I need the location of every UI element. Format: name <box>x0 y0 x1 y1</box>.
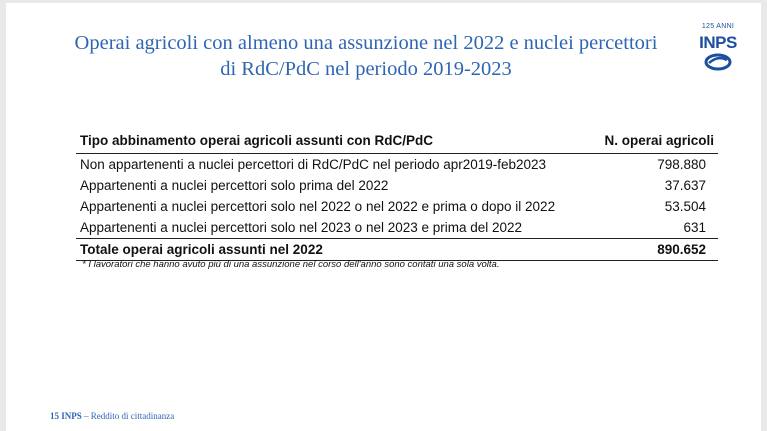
slide-footer <box>50 411 174 421</box>
data-table <box>76 131 718 261</box>
total-label: Totale operai agricoli assunti nel 2022 <box>76 239 592 261</box>
page-number: 15 INPS <box>50 411 82 421</box>
row-label: Appartenenti a nuclei percettori solo nel 2023 o nel 2023 e prima del 2022 <box>80 220 523 235</box>
table-row <box>76 154 718 176</box>
title-line-2: di RdC/PdC nel periodo 2019-2023 <box>220 58 512 80</box>
row-label: Appartenenti a nuclei percettori solo nel 2022 o nel 2022 e prima o dopo il 2022 <box>80 199 556 214</box>
row-value: 53.504 <box>664 199 706 214</box>
logo-anniversary-text: 125 ANNI <box>701 23 735 30</box>
title-line-1: Operai agricoli con almeno una assunzione nel 2022 e nuclei percettori <box>74 32 658 54</box>
table-header-row <box>76 131 718 154</box>
table-row <box>76 175 718 196</box>
logo-swirl-icon <box>704 53 732 71</box>
table-row <box>76 196 718 217</box>
footnote: * I lavoratori che hanno avuto più di una assunzione nel corso dell'anno sono contati una sola volta. <box>82 259 500 270</box>
header-type: Tipo abbinamento operai agricoli assunti con RdC/PdC <box>76 131 592 154</box>
footer-text: – Reddito di cittadinanza <box>81 411 175 421</box>
slide-title <box>46 30 686 82</box>
row-label: Appartenenti a nuclei percettori solo prima del 2022 <box>80 178 389 193</box>
total-value: 890.652 <box>592 239 718 261</box>
row-value: 37.637 <box>664 178 706 193</box>
row-value: 798.880 <box>657 157 706 172</box>
header-count: N. operai agricoli <box>592 131 718 154</box>
table-row <box>76 217 718 239</box>
slide <box>6 3 761 431</box>
row-value: 631 <box>683 220 706 235</box>
inps-logo <box>696 23 740 81</box>
table-total-row <box>76 239 718 261</box>
logo-name-text: INPS <box>699 33 737 52</box>
row-label: Non appartenenti a nuclei percettori di RdC/PdC nel periodo apr2019-feb2023 <box>80 157 547 172</box>
